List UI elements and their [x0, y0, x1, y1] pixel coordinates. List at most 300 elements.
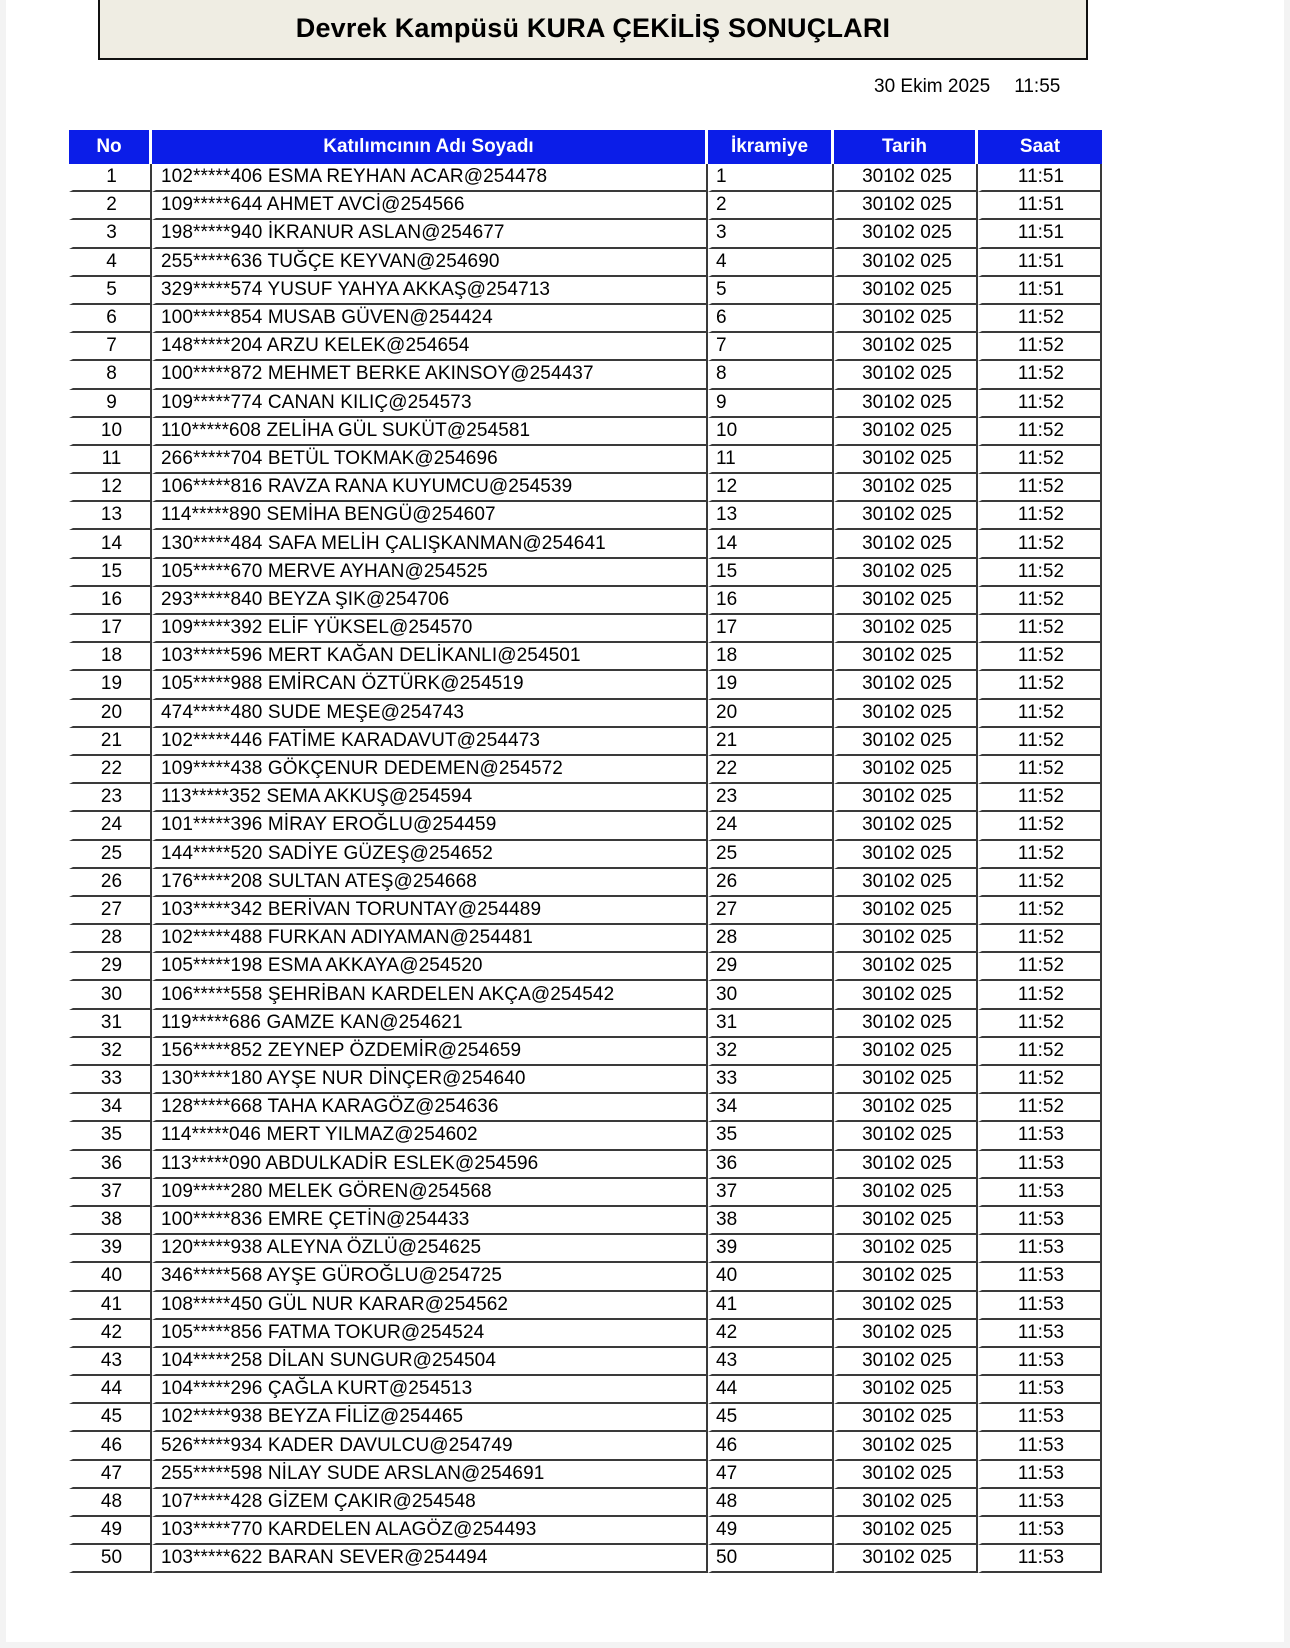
table-row [69, 1010, 1102, 1038]
timestamp [874, 76, 1060, 98]
cell-prize: 15 [708, 559, 834, 587]
cell-no: 22 [69, 756, 152, 784]
cell-no: 44 [69, 1376, 152, 1404]
cell-time: 11:52 [978, 615, 1102, 643]
table-row [69, 784, 1102, 812]
cell-participant: 104*****258 DİLAN SUNGUR@254504 [152, 1348, 708, 1376]
cell-date: 30102 025 [834, 728, 978, 756]
cell-time: 11:51 [978, 164, 1102, 192]
table-row [69, 559, 1102, 587]
cell-date: 30102 025 [834, 1010, 978, 1038]
table-row [69, 1151, 1102, 1179]
cell-time: 11:53 [978, 1151, 1102, 1179]
cell-date: 30102 025 [834, 305, 978, 333]
cell-no: 9 [69, 390, 152, 418]
cell-prize: 40 [708, 1263, 834, 1291]
cell-participant: 100*****836 EMRE ÇETİN@254433 [152, 1207, 708, 1235]
table-row [69, 502, 1102, 530]
cell-date: 30102 025 [834, 192, 978, 220]
cell-participant: 198*****940 İKRANUR ASLAN@254677 [152, 220, 708, 248]
cell-prize: 11 [708, 446, 834, 474]
cell-time: 11:53 [978, 1376, 1102, 1404]
cell-no: 3 [69, 220, 152, 248]
cell-no: 45 [69, 1404, 152, 1432]
column-header-no: No [69, 130, 152, 164]
cell-no: 11 [69, 446, 152, 474]
cell-participant: 102*****446 FATİME KARADAVUT@254473 [152, 728, 708, 756]
cell-no: 33 [69, 1066, 152, 1094]
cell-no: 37 [69, 1179, 152, 1207]
cell-no: 34 [69, 1094, 152, 1122]
table-row [69, 1545, 1102, 1573]
cell-date: 30102 025 [834, 474, 978, 502]
cell-no: 46 [69, 1432, 152, 1460]
cell-time: 11:53 [978, 1263, 1102, 1291]
cell-no: 47 [69, 1461, 152, 1489]
table-row [69, 333, 1102, 361]
table-row [69, 728, 1102, 756]
cell-prize: 27 [708, 897, 834, 925]
cell-participant: 114*****046 MERT YILMAZ@254602 [152, 1122, 708, 1150]
cell-participant: 110*****608 ZELİHA GÜL SUKÜT@254581 [152, 418, 708, 446]
table-header-row [69, 130, 1102, 164]
cell-date: 30102 025 [834, 869, 978, 897]
cell-participant: 120*****938 ALEYNA ÖZLÜ@254625 [152, 1235, 708, 1263]
cell-prize: 8 [708, 361, 834, 389]
table-row [69, 1122, 1102, 1150]
cell-prize: 22 [708, 756, 834, 784]
cell-time: 11:53 [978, 1122, 1102, 1150]
cell-participant: 526*****934 KADER DAVULCU@254749 [152, 1432, 708, 1460]
cell-no: 10 [69, 418, 152, 446]
cell-participant: 100*****854 MUSAB GÜVEN@254424 [152, 305, 708, 333]
cell-no: 48 [69, 1489, 152, 1517]
cell-date: 30102 025 [834, 559, 978, 587]
cell-time: 11:52 [978, 981, 1102, 1009]
cell-no: 18 [69, 643, 152, 671]
cell-no: 28 [69, 925, 152, 953]
cell-time: 11:52 [978, 1066, 1102, 1094]
cell-prize: 21 [708, 728, 834, 756]
cell-no: 4 [69, 249, 152, 277]
cell-participant: 329*****574 YUSUF YAHYA AKKAŞ@254713 [152, 277, 708, 305]
cell-prize: 28 [708, 925, 834, 953]
cell-time: 11:52 [978, 530, 1102, 558]
cell-time: 11:53 [978, 1320, 1102, 1348]
cell-no: 16 [69, 587, 152, 615]
cell-participant: 113*****352 SEMA AKKUŞ@254594 [152, 784, 708, 812]
cell-time: 11:53 [978, 1179, 1102, 1207]
cell-prize: 29 [708, 953, 834, 981]
cell-participant: 105*****198 ESMA AKKAYA@254520 [152, 953, 708, 981]
cell-time: 11:51 [978, 249, 1102, 277]
cell-date: 30102 025 [834, 446, 978, 474]
cell-participant: 255*****598 NİLAY SUDE ARSLAN@254691 [152, 1461, 708, 1489]
cell-time: 11:51 [978, 192, 1102, 220]
cell-participant: 109*****774 CANAN KILIÇ@254573 [152, 390, 708, 418]
table-row [69, 587, 1102, 615]
cell-prize: 14 [708, 530, 834, 558]
cell-time: 11:52 [978, 1010, 1102, 1038]
cell-no: 49 [69, 1517, 152, 1545]
cell-date: 30102 025 [834, 1235, 978, 1263]
table-row [69, 1179, 1102, 1207]
table-row [69, 192, 1102, 220]
cell-prize: 43 [708, 1348, 834, 1376]
cell-no: 1 [69, 164, 152, 192]
cell-time: 11:53 [978, 1489, 1102, 1517]
cell-participant: 102*****488 FURKAN ADIYAMAN@254481 [152, 925, 708, 953]
cell-no: 39 [69, 1235, 152, 1263]
cell-participant: 266*****704 BETÜL TOKMAK@254696 [152, 446, 708, 474]
column-header-participant: Katılımcının Adı Soyadı [152, 130, 708, 164]
cell-no: 29 [69, 953, 152, 981]
cell-prize: 33 [708, 1066, 834, 1094]
cell-date: 30102 025 [834, 981, 978, 1009]
cell-participant: 105*****670 MERVE AYHAN@254525 [152, 559, 708, 587]
cell-participant: 103*****342 BERİVAN TORUNTAY@254489 [152, 897, 708, 925]
cell-prize: 44 [708, 1376, 834, 1404]
cell-date: 30102 025 [834, 1348, 978, 1376]
cell-time: 11:52 [978, 418, 1102, 446]
cell-time: 11:52 [978, 869, 1102, 897]
cell-participant: 346*****568 AYŞE GÜROĞLU@254725 [152, 1263, 708, 1291]
table-row [69, 615, 1102, 643]
cell-prize: 32 [708, 1038, 834, 1066]
document-page [6, 0, 1284, 1642]
cell-prize: 17 [708, 615, 834, 643]
cell-no: 35 [69, 1122, 152, 1150]
table-row [69, 474, 1102, 502]
cell-participant: 130*****484 SAFA MELİH ÇALIŞKANMAN@254641 [152, 530, 708, 558]
cell-date: 30102 025 [834, 1376, 978, 1404]
timestamp-time: 11:55 [1014, 76, 1061, 97]
cell-date: 30102 025 [834, 418, 978, 446]
cell-no: 14 [69, 530, 152, 558]
column-header-prize: İkramiye [708, 130, 834, 164]
cell-no: 41 [69, 1292, 152, 1320]
cell-time: 11:53 [978, 1235, 1102, 1263]
column-header-time: Saat [978, 130, 1102, 164]
cell-time: 11:52 [978, 446, 1102, 474]
cell-participant: 103*****596 MERT KAĞAN DELİKANLI@254501 [152, 643, 708, 671]
cell-date: 30102 025 [834, 1489, 978, 1517]
cell-participant: 156*****852 ZEYNEP ÖZDEMİR@254659 [152, 1038, 708, 1066]
cell-no: 8 [69, 361, 152, 389]
table-row [69, 671, 1102, 699]
cell-prize: 23 [708, 784, 834, 812]
cell-prize: 19 [708, 671, 834, 699]
cell-no: 2 [69, 192, 152, 220]
cell-date: 30102 025 [834, 1545, 978, 1573]
table-row [69, 390, 1102, 418]
cell-time: 11:51 [978, 220, 1102, 248]
cell-time: 11:52 [978, 897, 1102, 925]
cell-time: 11:52 [978, 559, 1102, 587]
table-row [69, 981, 1102, 1009]
cell-prize: 35 [708, 1122, 834, 1150]
cell-prize: 18 [708, 643, 834, 671]
cell-time: 11:52 [978, 700, 1102, 728]
cell-prize: 34 [708, 1094, 834, 1122]
cell-date: 30102 025 [834, 333, 978, 361]
cell-time: 11:52 [978, 953, 1102, 981]
table-row [69, 305, 1102, 333]
cell-time: 11:53 [978, 1292, 1102, 1320]
cell-time: 11:52 [978, 333, 1102, 361]
table-row [69, 361, 1102, 389]
cell-date: 30102 025 [834, 390, 978, 418]
cell-time: 11:52 [978, 502, 1102, 530]
cell-date: 30102 025 [834, 1432, 978, 1460]
cell-time: 11:52 [978, 925, 1102, 953]
cell-no: 21 [69, 728, 152, 756]
table-row [69, 1094, 1102, 1122]
cell-no: 40 [69, 1263, 152, 1291]
cell-prize: 20 [708, 700, 834, 728]
table-row [69, 869, 1102, 897]
cell-participant: 102*****938 BEYZA FİLİZ@254465 [152, 1404, 708, 1432]
cell-date: 30102 025 [834, 1207, 978, 1235]
cell-participant: 108*****450 GÜL NUR KARAR@254562 [152, 1292, 708, 1320]
cell-date: 30102 025 [834, 1151, 978, 1179]
cell-date: 30102 025 [834, 671, 978, 699]
cell-date: 30102 025 [834, 587, 978, 615]
cell-date: 30102 025 [834, 953, 978, 981]
cell-no: 27 [69, 897, 152, 925]
cell-prize: 48 [708, 1489, 834, 1517]
cell-prize: 41 [708, 1292, 834, 1320]
cell-prize: 7 [708, 333, 834, 361]
cell-participant: 100*****872 MEHMET BERKE AKINSOY@254437 [152, 361, 708, 389]
cell-participant: 144*****520 SADİYE GÜZEŞ@254652 [152, 841, 708, 869]
column-header-date: Tarih [834, 130, 978, 164]
cell-time: 11:52 [978, 1094, 1102, 1122]
cell-date: 30102 025 [834, 1320, 978, 1348]
cell-time: 11:52 [978, 474, 1102, 502]
cell-prize: 10 [708, 418, 834, 446]
cell-prize: 6 [708, 305, 834, 333]
table-row [69, 164, 1102, 192]
cell-participant: 102*****406 ESMA REYHAN ACAR@254478 [152, 164, 708, 192]
cell-prize: 9 [708, 390, 834, 418]
table-row [69, 1235, 1102, 1263]
cell-time: 11:53 [978, 1517, 1102, 1545]
table-row [69, 1348, 1102, 1376]
cell-date: 30102 025 [834, 361, 978, 389]
table-row [69, 530, 1102, 558]
cell-time: 11:52 [978, 1038, 1102, 1066]
cell-participant: 107*****428 GİZEM ÇAKIR@254548 [152, 1489, 708, 1517]
cell-prize: 25 [708, 841, 834, 869]
cell-time: 11:52 [978, 361, 1102, 389]
table-row [69, 446, 1102, 474]
table-row [69, 700, 1102, 728]
cell-date: 30102 025 [834, 502, 978, 530]
cell-time: 11:52 [978, 643, 1102, 671]
cell-prize: 12 [708, 474, 834, 502]
cell-time: 11:51 [978, 277, 1102, 305]
cell-time: 11:53 [978, 1348, 1102, 1376]
cell-date: 30102 025 [834, 643, 978, 671]
title-box [98, 0, 1088, 60]
page-title: Devrek Kampüsü KURA ÇEKİLİŞ SONUÇLARI [295, 12, 891, 43]
cell-no: 15 [69, 559, 152, 587]
table-row [69, 812, 1102, 840]
cell-participant: 176*****208 SULTAN ATEŞ@254668 [152, 869, 708, 897]
cell-participant: 109*****392 ELİF YÜKSEL@254570 [152, 615, 708, 643]
table-row [69, 1404, 1102, 1432]
cell-prize: 3 [708, 220, 834, 248]
cell-participant: 106*****816 RAVZA RANA KUYUMCU@254539 [152, 474, 708, 502]
cell-date: 30102 025 [834, 615, 978, 643]
cell-no: 31 [69, 1010, 152, 1038]
cell-date: 30102 025 [834, 1066, 978, 1094]
cell-no: 17 [69, 615, 152, 643]
cell-participant: 119*****686 GAMZE KAN@254621 [152, 1010, 708, 1038]
cell-time: 11:53 [978, 1404, 1102, 1432]
table-row [69, 897, 1102, 925]
table-row [69, 1038, 1102, 1066]
cell-date: 30102 025 [834, 249, 978, 277]
cell-participant: 474*****480 SUDE MEŞE@254743 [152, 700, 708, 728]
table-row [69, 249, 1102, 277]
cell-no: 13 [69, 502, 152, 530]
cell-participant: 109*****644 AHMET AVCİ@254566 [152, 192, 708, 220]
cell-date: 30102 025 [834, 700, 978, 728]
cell-prize: 4 [708, 249, 834, 277]
cell-participant: 105*****988 EMİRCAN ÖZTÜRK@254519 [152, 671, 708, 699]
cell-participant: 148*****204 ARZU KELEK@254654 [152, 333, 708, 361]
table-row [69, 418, 1102, 446]
cell-participant: 293*****840 BEYZA ŞIK@254706 [152, 587, 708, 615]
table-row [69, 1461, 1102, 1489]
cell-no: 26 [69, 869, 152, 897]
cell-participant: 105*****856 FATMA TOKUR@254524 [152, 1320, 708, 1348]
cell-time: 11:53 [978, 1461, 1102, 1489]
table-row [69, 1207, 1102, 1235]
timestamp-date: 30 Ekim 2025 [874, 76, 991, 97]
cell-time: 11:52 [978, 728, 1102, 756]
cell-time: 11:52 [978, 812, 1102, 840]
cell-date: 30102 025 [834, 925, 978, 953]
cell-no: 32 [69, 1038, 152, 1066]
cell-time: 11:52 [978, 390, 1102, 418]
table-row [69, 1066, 1102, 1094]
table-row [69, 277, 1102, 305]
cell-participant: 103*****622 BARAN SEVER@254494 [152, 1545, 708, 1573]
table-row [69, 220, 1102, 248]
table-row [69, 1489, 1102, 1517]
cell-time: 11:52 [978, 756, 1102, 784]
table-row [69, 643, 1102, 671]
cell-prize: 1 [708, 164, 834, 192]
cell-time: 11:52 [978, 587, 1102, 615]
cell-prize: 36 [708, 1151, 834, 1179]
cell-time: 11:53 [978, 1207, 1102, 1235]
cell-prize: 38 [708, 1207, 834, 1235]
cell-date: 30102 025 [834, 812, 978, 840]
cell-no: 25 [69, 841, 152, 869]
cell-participant: 101*****396 MİRAY EROĞLU@254459 [152, 812, 708, 840]
table-row [69, 1320, 1102, 1348]
cell-prize: 31 [708, 1010, 834, 1038]
table-row [69, 1292, 1102, 1320]
cell-prize: 42 [708, 1320, 834, 1348]
cell-time: 11:52 [978, 305, 1102, 333]
cell-date: 30102 025 [834, 784, 978, 812]
cell-date: 30102 025 [834, 841, 978, 869]
cell-date: 30102 025 [834, 1038, 978, 1066]
cell-no: 23 [69, 784, 152, 812]
cell-time: 11:52 [978, 841, 1102, 869]
cell-participant: 109*****280 MELEK GÖREN@254568 [152, 1179, 708, 1207]
cell-date: 30102 025 [834, 277, 978, 305]
cell-no: 19 [69, 671, 152, 699]
cell-participant: 130*****180 AYŞE NUR DİNÇER@254640 [152, 1066, 708, 1094]
cell-no: 30 [69, 981, 152, 1009]
cell-date: 30102 025 [834, 1404, 978, 1432]
cell-prize: 50 [708, 1545, 834, 1573]
cell-prize: 39 [708, 1235, 834, 1263]
cell-date: 30102 025 [834, 1517, 978, 1545]
cell-date: 30102 025 [834, 164, 978, 192]
cell-time: 11:52 [978, 671, 1102, 699]
table-row [69, 925, 1102, 953]
table-row [69, 841, 1102, 869]
table-row [69, 953, 1102, 981]
cell-participant: 255*****636 TUĞÇE KEYVAN@254690 [152, 249, 708, 277]
cell-no: 20 [69, 700, 152, 728]
cell-no: 36 [69, 1151, 152, 1179]
cell-date: 30102 025 [834, 530, 978, 558]
cell-prize: 2 [708, 192, 834, 220]
cell-no: 6 [69, 305, 152, 333]
cell-prize: 47 [708, 1461, 834, 1489]
table-row [69, 1517, 1102, 1545]
cell-no: 7 [69, 333, 152, 361]
cell-date: 30102 025 [834, 897, 978, 925]
cell-no: 42 [69, 1320, 152, 1348]
cell-no: 38 [69, 1207, 152, 1235]
cell-prize: 30 [708, 981, 834, 1009]
cell-time: 11:53 [978, 1432, 1102, 1460]
cell-prize: 13 [708, 502, 834, 530]
cell-prize: 26 [708, 869, 834, 897]
cell-participant: 103*****770 KARDELEN ALAGÖZ@254493 [152, 1517, 708, 1545]
cell-no: 24 [69, 812, 152, 840]
table-row [69, 1263, 1102, 1291]
cell-date: 30102 025 [834, 1094, 978, 1122]
cell-time: 11:53 [978, 1545, 1102, 1573]
cell-prize: 45 [708, 1404, 834, 1432]
cell-prize: 46 [708, 1432, 834, 1460]
cell-participant: 113*****090 ABDULKADİR ESLEK@254596 [152, 1151, 708, 1179]
cell-participant: 128*****668 TAHA KARAGÖZ@254636 [152, 1094, 708, 1122]
cell-date: 30102 025 [834, 1122, 978, 1150]
table-row [69, 756, 1102, 784]
cell-prize: 24 [708, 812, 834, 840]
cell-no: 5 [69, 277, 152, 305]
cell-participant: 109*****438 GÖKÇENUR DEDEMEN@254572 [152, 756, 708, 784]
cell-date: 30102 025 [834, 1263, 978, 1291]
results-table [69, 130, 1102, 1573]
cell-participant: 104*****296 ÇAĞLA KURT@254513 [152, 1376, 708, 1404]
cell-no: 43 [69, 1348, 152, 1376]
table-row [69, 1376, 1102, 1404]
cell-no: 12 [69, 474, 152, 502]
table-row [69, 1432, 1102, 1460]
